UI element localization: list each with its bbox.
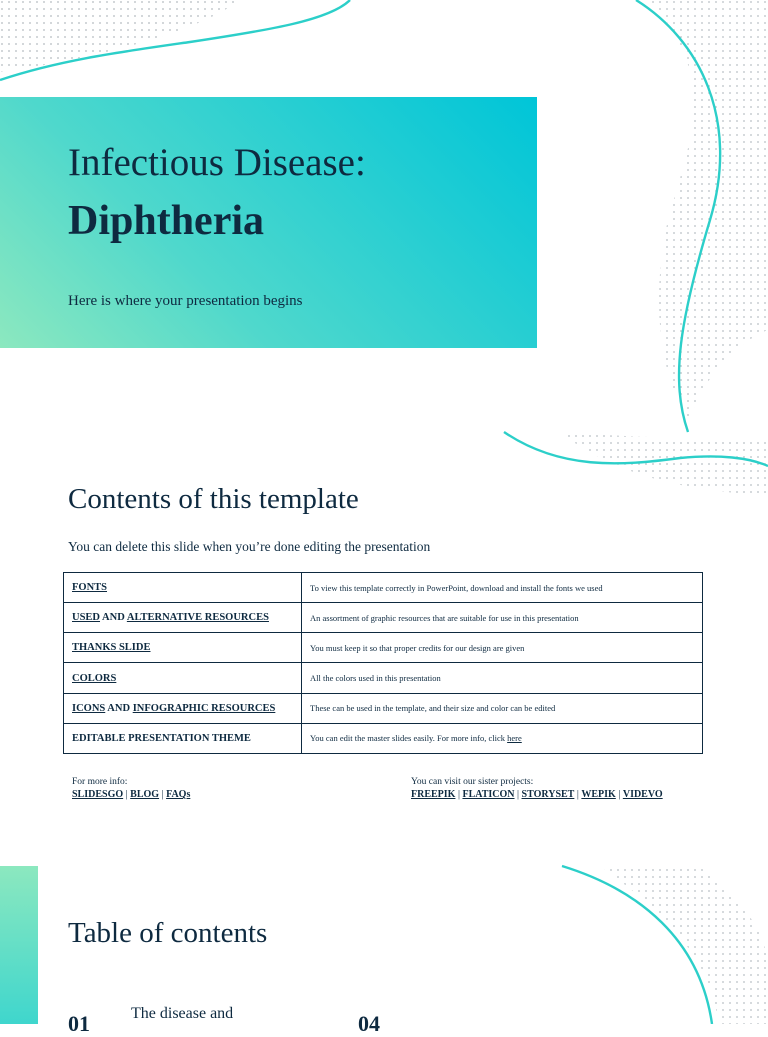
storyset-link[interactable]: STORYSET — [521, 789, 575, 800]
blog-link[interactable]: BLOG — [130, 789, 160, 800]
separator: | — [514, 789, 522, 800]
table-row — [64, 573, 703, 603]
separator: | — [455, 789, 463, 800]
row-description: These can be used in the template, and their size and color can be edited — [302, 693, 703, 723]
slidesgo-link[interactable]: SLIDESGO — [72, 789, 124, 800]
table-row — [64, 633, 703, 663]
toc-item-label: The disease and — [131, 1005, 234, 1022]
resources-table — [63, 572, 703, 754]
flaticon-link[interactable]: FLATICON — [462, 789, 515, 800]
icons-link[interactable]: ICONS — [72, 702, 106, 714]
and-text: AND — [105, 702, 133, 714]
row-description: You must keep it so that proper credits for our design are given — [302, 633, 703, 663]
toc-accent-bar — [0, 866, 38, 1024]
infographic-resources-link[interactable]: INFOGRAPHIC RESOURCES — [132, 702, 276, 714]
curve-top-left — [0, 0, 350, 80]
toc-number: 01 — [68, 1011, 90, 1036]
dot-pattern-bottom-right — [600, 866, 768, 1024]
curve-mid-right — [504, 432, 768, 466]
colors-link[interactable]: COLORS — [72, 672, 117, 684]
sister-projects-label: You can visit our sister projects: — [411, 777, 534, 787]
row-description: An assortment of graphic resources that are suitable for use in this presentation — [302, 603, 703, 633]
separator: | — [123, 789, 131, 800]
and-text: AND — [100, 612, 127, 624]
table-row — [64, 603, 703, 633]
fonts-link[interactable]: FONTS — [72, 582, 108, 594]
dot-pattern-mid-right — [560, 432, 768, 495]
dot-pattern-top-right — [650, 0, 768, 420]
curve-top-right — [636, 0, 720, 432]
more-info-links — [72, 789, 190, 801]
faqs-link[interactable]: FAQs — [166, 789, 191, 800]
table-row — [64, 723, 703, 753]
row-description: You can edit the master slides easily. For more info, click — [310, 733, 508, 744]
toc-title: Table of contents — [68, 917, 268, 949]
title-line-2: Diphtheria — [68, 198, 265, 244]
used-resources-link[interactable]: USED — [72, 612, 101, 624]
here-link[interactable]: here — [507, 733, 522, 744]
editable-theme-label: EDITABLE PRESENTATION THEME — [64, 723, 302, 753]
wepik-link[interactable]: WEPIK — [581, 789, 616, 800]
row-description: To view this template correctly in PowerPoint, download and install the fonts we used — [302, 573, 703, 603]
alternative-resources-link[interactable]: ALTERNATIVE RESOURCES — [126, 612, 269, 624]
table-row — [64, 693, 703, 723]
title-line-1: Infectious Disease: — [68, 141, 366, 184]
contents-title: Contents of this template — [68, 483, 359, 515]
contents-note: You can delete this slide when you’re done editing the presentation — [68, 539, 431, 554]
thanks-slide-link[interactable]: THANKS SLIDE — [72, 642, 151, 654]
freepik-link[interactable]: FREEPIK — [411, 789, 456, 800]
toc-number: 04 — [358, 1011, 380, 1036]
separator: | — [159, 789, 167, 800]
more-info-label: For more info: — [72, 777, 128, 787]
separator: | — [574, 789, 582, 800]
curve-bottom-right — [562, 866, 712, 1024]
table-row — [64, 663, 703, 693]
separator: | — [615, 789, 623, 800]
sister-projects-links — [411, 789, 663, 801]
dot-pattern-top-left — [0, 0, 240, 72]
subtitle: Here is where your presentation begins — [68, 293, 303, 309]
row-description: All the colors used in this presentation — [302, 663, 703, 693]
videvo-link[interactable]: VIDEVO — [622, 789, 663, 800]
